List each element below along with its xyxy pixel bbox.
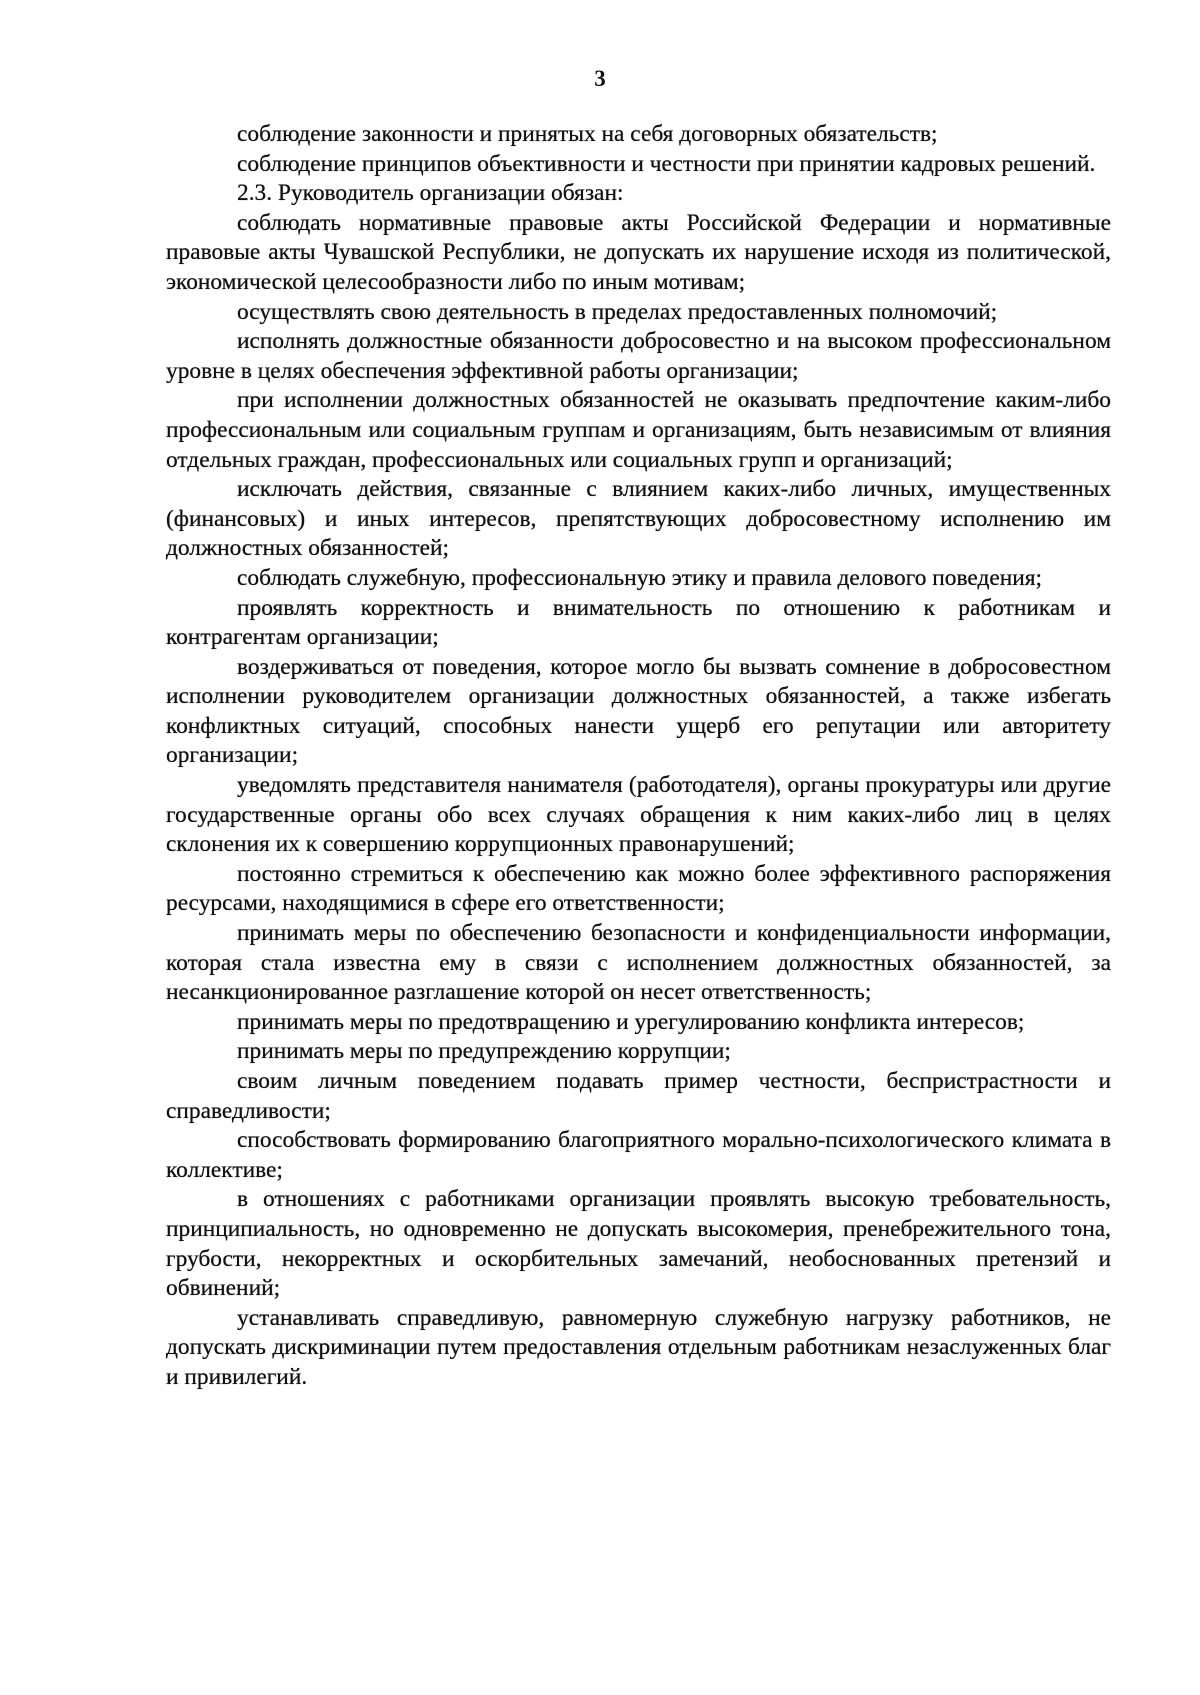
- page-number: 3: [594, 66, 606, 91]
- paragraph: постоянно стремиться к обеспечению как можно более эффективного распоряжения ресурсами, находящимися в сфере его ответственности;: [166, 860, 1111, 917]
- paragraph: способствовать формированию благоприятного морально-психологического климата в коллективе;: [166, 1127, 1111, 1183]
- paragraph: своим личным поведением подавать пример честности, беспристрастности и справедливости;: [166, 1068, 1111, 1124]
- paragraph: принимать меры по предупреждению коррупции;: [237, 1038, 731, 1065]
- paragraph: принимать меры по обеспечению безопасности и конфиденциальности информации, которая стала известна ему в связи с исполнением должностных обязанностей, за несанкционированное разглашение которой он несет ответственность;: [166, 920, 1111, 1006]
- paragraph: проявлять корректность и внимательность по отношению к работникам и контрагентам организации;: [166, 594, 1111, 651]
- paragraph: исполнять должностные обязанности добросовестно и на высоком профессиональном уровне в целях обеспечения эффективной работы организации;: [166, 328, 1111, 384]
- paragraph: устанавливать справедливую, равномерную служебную нагрузку работников, не допускать дискриминации путем предоставления отдельным работникам незаслуженных благ и привилегий.: [166, 1304, 1111, 1390]
- section-heading: 2.3. Руководитель организации обязан:: [237, 180, 624, 207]
- paragraph: соблюдать нормативные правовые акты Российской Федерации и нормативные правовые акты Чувашской Республики, не допускать их нарушение исходя из политической, экономической целесообразности либо по иным мотивам;: [166, 209, 1111, 295]
- paragraph: воздерживаться от поведения, которое могло бы вызвать сомнение в добросовестном исполнении руководителем организации должностных обязанностей, а также избегать конфликтных ситуаций, способных нанести ущерб его репутации или авторитету организации;: [166, 653, 1111, 769]
- paragraph: при исполнении должностных обязанностей не оказывать предпочтение каким-либо профессиональным или социальным группам и организациям, быть независимым от влияния отдельных граждан, профессиональных или социальных групп и организаций;: [166, 387, 1111, 473]
- paragraph: соблюдение принципов объективности и честности при принятии кадровых решений.: [237, 150, 1096, 177]
- paragraph: осуществлять свою деятельность в пределах предоставленных полномочий;: [237, 298, 998, 325]
- paragraph: исключать действия, связанные с влиянием каких-либо личных, имущественных (финансовых) и иных интересов, препятствующих добросовестному исполнению им должностных обязанностей;: [166, 476, 1111, 562]
- document-body: [166, 120, 1111, 1393]
- paragraph: соблюдать служебную, профессиональную этику и правила делового поведения;: [237, 564, 1043, 591]
- paragraph: уведомлять представителя нанимателя (работодателя), органы прокуратуры или другие государственные органы обо всех случаях обращения к ним каких-либо лиц в целях склонения их к совершению коррупционных правонарушений;: [166, 772, 1111, 858]
- paragraph: в отношениях с работниками организации проявлять высокую требовательность, принципиальность, но одновременно не допускать высокомерия, пренебрежительного тона, грубости, некорректных и оскорбительных замечаний, необоснованных претензий и обвинений;: [166, 1186, 1111, 1302]
- paragraph: соблюдение законности и принятых на себя договорных обязательств;: [237, 121, 938, 147]
- paragraph: принимать меры по предотвращению и урегулированию конфликта интересов;: [237, 1008, 1025, 1035]
